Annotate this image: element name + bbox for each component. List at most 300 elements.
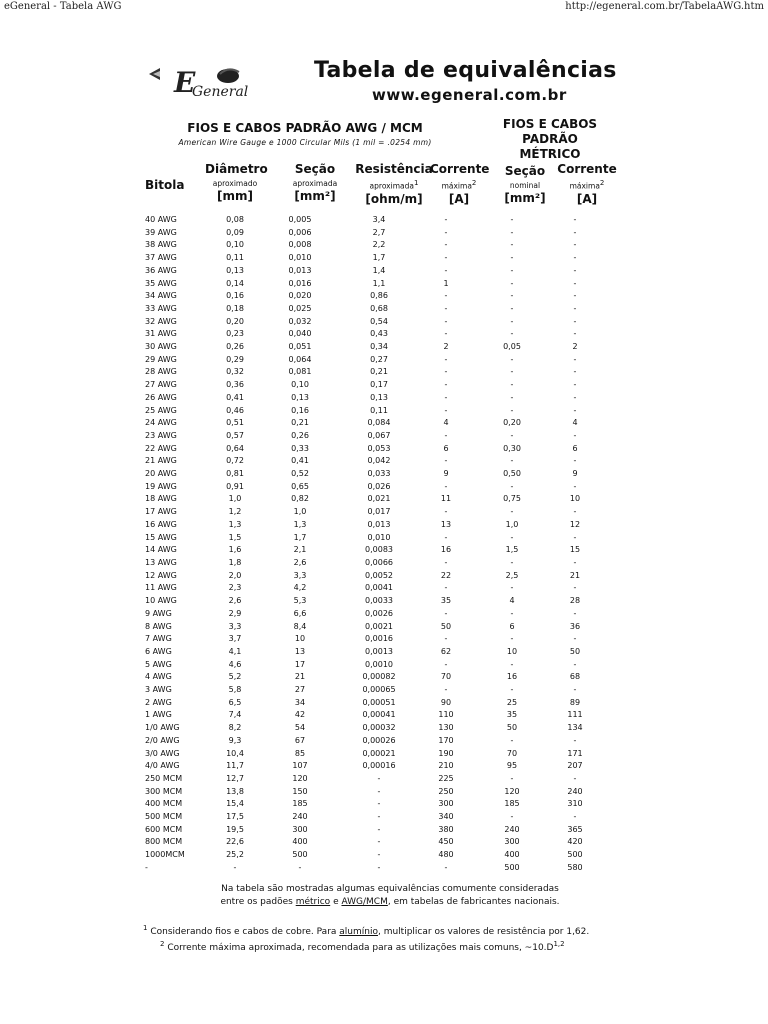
table-cell: - [444,253,448,263]
awg-table-body [145,214,595,875]
table-cell: - [145,862,148,872]
table-cell: - [444,456,448,466]
table-cell: 0,11 [370,405,388,415]
table-row [145,417,595,430]
table-row [145,824,595,837]
egeneral-logo[interactable] [146,64,256,104]
table-cell: 1,0 [293,507,307,517]
table-cell: 185 [504,799,520,809]
table-cell: 420 [567,837,583,847]
table-cell: 2,6 [293,557,307,567]
table-cell: 0,005 [288,215,312,224]
table-cell: - [510,265,514,275]
table-cell: 17 AWG [145,507,177,517]
table-row [145,862,595,875]
table-cell: - [573,735,577,745]
table-cell: 67 [294,735,306,745]
diametro-sub: aproximado [212,179,258,188]
table-cell: - [444,481,448,491]
table-cell: 130 [438,723,454,733]
table-cell: - [444,240,448,250]
table-cell: - [444,430,448,440]
table-cell: - [510,812,514,822]
table-cell: 580 [567,862,583,872]
table-cell: 0,0083 [365,545,393,555]
table-cell: - [510,557,514,567]
table-row [145,227,595,240]
table-cell: 2,1 [293,545,307,555]
corrente-met-footnote-ref: 2 [599,179,605,187]
table-cell: 110 [438,710,454,720]
table-cell: 0,08 [226,215,244,224]
footnote-2-sup: 1,2 [553,940,565,948]
table-cell: 2,9 [228,608,242,618]
table-cell: 16 [506,672,518,682]
table-cell: - [510,215,514,224]
table-row [145,303,595,316]
table-row [145,557,595,570]
table-cell: 15 AWG [145,532,177,542]
table-cell: 0,57 [226,430,244,440]
corrente-met-unit: [A] [576,191,598,206]
table-row [145,671,595,684]
table-cell: - [444,354,448,364]
table-cell: 36 [569,621,581,631]
table-cell: - [377,773,381,783]
table-cell: 0,00032 [362,723,396,733]
table-cell: 0,64 [226,443,244,453]
table-cell: - [444,583,448,593]
table-cell: - [510,316,514,326]
resistencia-label: Resistência [355,162,433,176]
table-cell: - [444,405,448,415]
logo-e: E [174,66,196,99]
table-cell: 24 AWG [145,418,177,428]
col-corrente-header [430,162,488,206]
table-cell: - [377,862,381,872]
table-cell: 0,68 [370,303,388,313]
table-cell: 0,20 [503,418,521,428]
table-cell: 13 [440,519,452,529]
table-cell: 1,3 [293,519,307,529]
table-cell: - [444,659,448,669]
table-cell: 2,3 [228,583,242,593]
table-row [145,735,595,748]
table-cell: - [573,507,577,517]
metric-section-title [495,117,605,162]
table-cell: 25,2 [226,850,244,860]
table-cell: 33 AWG [145,303,177,313]
table-cell: 0,016 [288,278,312,288]
table-cell: 600 MCM [145,824,183,834]
table-cell: 134 [567,723,583,733]
table-cell: 400 MCM [145,799,183,809]
table-cell: 0,00026 [362,735,396,745]
table-cell: 0,084 [367,418,391,428]
table-cell: 31 AWG [145,329,177,339]
table-cell: 35 [506,710,518,720]
link-metrico[interactable]: métrico [295,897,331,907]
table-cell: - [444,227,448,237]
table-cell: 0,33 [291,443,309,453]
table-cell: 11 [440,494,452,504]
table-cell: 36 AWG [145,265,177,275]
table-cell: 250 MCM [145,773,183,783]
table-cell: 170 [438,735,454,745]
tab-title: eGeneral - Tabela AWG [4,1,122,12]
table-cell: 0,064 [288,354,312,364]
table-cell: - [377,837,381,847]
table-cell: 0,042 [367,456,391,466]
table-cell: 35 [440,596,452,606]
table-cell: 85 [294,748,306,758]
table-row [145,621,595,634]
table-cell: 190 [438,748,454,758]
table-cell: - [573,532,577,542]
table-cell: 0,34 [370,342,388,352]
table-cell: - [573,812,577,822]
table-cell: 365 [567,824,583,834]
table-cell: 400 [504,850,520,860]
table-cell: 0,21 [291,418,309,428]
link-aluminio[interactable]: alumínio [339,927,378,937]
table-row [145,849,595,862]
table-row [145,392,595,405]
table-cell: 89 [569,697,581,707]
table-cell: 54 [294,723,306,733]
table-cell: - [510,240,514,250]
table-cell: 8,4 [293,621,307,631]
table-cell: 0,46 [226,405,244,415]
table-cell: 300 MCM [145,786,183,796]
table-cell: 12,7 [226,773,244,783]
table-cell: 150 [292,786,308,796]
table-cell: 0,053 [367,443,391,453]
table-cell: 2,6 [228,596,242,606]
table-cell: 2 [572,342,578,352]
table-row [145,709,595,722]
table-cell: 2,5 [505,570,519,580]
table-row [145,379,595,392]
table-cell: - [510,532,514,542]
table-cell: - [573,608,577,618]
table-cell: 0,41 [291,456,309,466]
awg-section-title: FIOS E CABOS PADRÃO AWG / MCM [187,121,423,135]
table-cell: 2 AWG [145,697,172,707]
col-diametro-header [205,162,268,203]
table-cell: 12 [569,519,581,529]
table-cell: 1,3 [228,519,242,529]
corrente-unit: [A] [448,191,470,206]
table-cell: - [444,265,448,275]
table-row [145,290,595,303]
table-row [145,265,595,278]
table-cell: 0,21 [370,367,388,377]
table-cell: - [573,659,577,669]
table-cell: - [510,583,514,593]
table-cell: - [377,824,381,834]
table-cell: 3 AWG [145,685,172,695]
table-cell: - [573,253,577,263]
table-cell: - [510,481,514,491]
table-cell: 6,6 [293,608,307,618]
footnote-2-number: 2 [160,940,165,948]
table-cell: 50 [506,723,518,733]
note-line2-pre: entre os padões [220,897,296,907]
table-cell: 22 [440,570,452,580]
table-cell: 210 [438,761,454,771]
table-row [145,252,595,265]
table-cell: - [510,405,514,415]
table-row [145,684,595,697]
table-cell: 5 AWG [145,659,172,669]
table-row [145,633,595,646]
table-cell: - [573,456,577,466]
table-cell: - [444,392,448,402]
table-row [145,214,595,227]
table-row [145,582,595,595]
table-cell: 6 [572,443,578,453]
table-cell: 0,20 [226,316,244,326]
table-cell: 111 [567,710,583,720]
table-row [145,443,595,456]
table-row [145,341,595,354]
table-cell: 13 AWG [145,557,177,567]
table-cell: 380 [438,824,454,834]
table-cell: 120 [292,773,308,783]
table-cell: 0,11 [226,253,244,263]
resistencia-unit: [ohm/m] [365,191,423,206]
table-cell: - [573,773,577,783]
link-awg-mcm[interactable]: AWG/MCM [341,897,388,907]
table-row [145,697,595,710]
table-cell: 70 [440,672,452,682]
table-cell: 300 [504,837,520,847]
table-cell: 1,0 [505,519,519,529]
table-row [145,468,595,481]
resistencia-footnote-ref: 1 [413,179,419,187]
table-cell: 0,00021 [362,748,396,758]
table-cell: 4,1 [228,646,242,656]
table-row [145,544,595,557]
table-cell: 250 [438,786,454,796]
table-row [145,532,595,545]
table-cell: 0,13 [226,265,244,275]
page-url: http://egeneral.com.br/TabelaAWG.htm [565,1,764,12]
table-cell: 4 [443,418,449,428]
table-cell: 13,8 [226,786,244,796]
table-cell: 0,00051 [362,697,396,707]
table-cell: 0,00082 [362,672,396,682]
corrente-sub: máxima [441,181,472,191]
table-cell: 1/0 AWG [145,723,180,733]
table-cell: 0,0016 [365,634,393,644]
resistencia-sub: aproximada [369,181,414,191]
table-cell: - [510,685,514,695]
table-row [145,519,595,532]
table-cell: 6 [509,621,515,631]
table-note [150,883,630,909]
table-cell: - [444,507,448,517]
table-row [145,786,595,799]
corrente-footnote-ref: 2 [471,179,477,187]
table-cell: 0,081 [288,367,312,377]
table-row [145,278,595,291]
secao-met-sub: nominal [509,181,541,190]
table-cell: 340 [438,812,454,822]
table-cell: 0,41 [226,392,244,402]
table-cell: 1,4 [372,265,386,275]
table-cell: - [444,557,448,567]
table-cell: 0,51 [226,418,244,428]
table-cell: 0,0041 [365,583,393,593]
table-cell: 300 [438,799,454,809]
table-cell: 5,8 [228,685,242,695]
table-cell: 1,0 [228,494,242,504]
table-cell: 0,040 [288,329,312,339]
table-cell: 0,00065 [362,685,396,695]
table-cell: 4 [509,596,515,606]
table-cell: 25 AWG [145,405,177,415]
note-line1: Na tabela são mostradas algumas equivalências comumente consideradas [221,884,559,894]
awg-table [145,214,595,875]
table-row [145,836,595,849]
table-cell: 17,5 [226,812,244,822]
table-cell: 90 [440,697,452,707]
table-row [145,773,595,786]
table-cell: - [573,227,577,237]
table-cell: 4,2 [293,583,307,593]
table-cell: 35 AWG [145,278,177,288]
footnote-2 [160,940,565,953]
table-cell: - [510,773,514,783]
table-cell: 0,0026 [365,608,393,618]
table-cell: 16 AWG [145,519,177,529]
table-cell: - [573,329,577,339]
table-row [145,798,595,811]
table-cell: - [510,278,514,288]
table-cell: - [573,291,577,301]
table-cell: 27 AWG [145,380,177,390]
table-cell: 0,13 [291,392,309,402]
table-cell: 0,72 [226,456,244,466]
table-cell: 21 [569,570,581,580]
table-cell: - [510,291,514,301]
table-row [145,659,595,672]
table-cell: 0,23 [226,329,244,339]
table-cell: 40 AWG [145,215,177,224]
table-cell: 0,14 [226,278,244,288]
footnote-1 [143,924,589,937]
table-cell: 500 [292,850,308,860]
table-cell: 2/0 AWG [145,735,180,745]
col-corrente-metric-header [556,162,618,206]
table-cell: 11,7 [226,761,244,771]
table-cell: 1,5 [505,545,519,555]
table-cell: 6 AWG [145,646,172,656]
table-cell: - [233,862,237,872]
table-cell: - [444,634,448,644]
table-cell: 0,008 [288,240,312,250]
table-cell: - [573,392,577,402]
table-cell: 0,0052 [365,570,393,580]
table-cell: 0,16 [226,291,244,301]
table-cell: 0,10 [291,380,309,390]
table-cell: 1,5 [228,532,242,542]
table-cell: - [573,634,577,644]
table-cell: 310 [567,799,583,809]
table-cell: 0,86 [370,291,388,301]
table-cell: 240 [504,824,520,834]
table-row [145,748,595,761]
table-cell: 450 [438,837,454,847]
table-cell: 0,017 [367,507,391,517]
browser-print-header [0,0,768,14]
table-cell: 38 AWG [145,240,177,250]
col-resistencia-header [350,162,438,206]
table-cell: - [510,659,514,669]
table-cell: 171 [567,748,583,758]
table-cell: - [573,354,577,364]
footnote-1-number: 1 [143,924,148,932]
table-cell: 0,82 [291,494,309,504]
secao-sub: aproximada [292,179,338,188]
table-cell: 28 AWG [145,367,177,377]
table-row [145,239,595,252]
logo-graphic [146,64,256,104]
table-cell: 39 AWG [145,227,177,237]
table-cell: - [510,380,514,390]
table-cell: 6,5 [228,697,242,707]
table-cell: 3,3 [293,570,307,580]
table-cell: 1000MCM [145,850,185,860]
table-cell: 0,013 [288,265,312,275]
table-cell: 0,26 [291,430,309,440]
table-cell: 0,43 [370,329,388,339]
corrente-label: Corrente [430,162,490,176]
table-cell: 0,026 [367,481,391,491]
col-secao-header [280,162,350,203]
table-cell: - [573,367,577,377]
table-cell: - [444,532,448,542]
table-cell: - [573,685,577,695]
table-cell: 10,4 [226,748,244,758]
table-cell: 15 [569,545,581,555]
table-cell: 11 AWG [145,583,177,593]
table-cell: 0,021 [367,494,391,504]
table-cell: 27 [294,685,306,695]
table-cell: 0,025 [288,303,312,313]
col-secao-metric-header [495,164,555,205]
note-line2-mid: e [330,897,342,907]
table-cell: 240 [292,812,308,822]
table-cell: 800 MCM [145,837,183,847]
table-cell: 21 AWG [145,456,177,466]
table-cell: 0,006 [288,227,312,237]
table-cell: 68 [569,672,581,682]
table-cell: 20 AWG [145,469,177,479]
table-cell: 0,36 [226,380,244,390]
table-cell: 0,54 [370,316,388,326]
table-cell: 2,7 [372,227,386,237]
footnote-2-text: Corrente máxima aproximada, recomendada para as utilizações mais comuns, ~10.D [164,943,554,953]
table-cell: 7 AWG [145,634,172,644]
table-cell: 5,3 [293,596,307,606]
table-cell: 107 [292,761,308,771]
table-cell: 0,00041 [362,710,396,720]
table-cell: 0,81 [226,469,244,479]
table-cell: 3/0 AWG [145,748,180,758]
